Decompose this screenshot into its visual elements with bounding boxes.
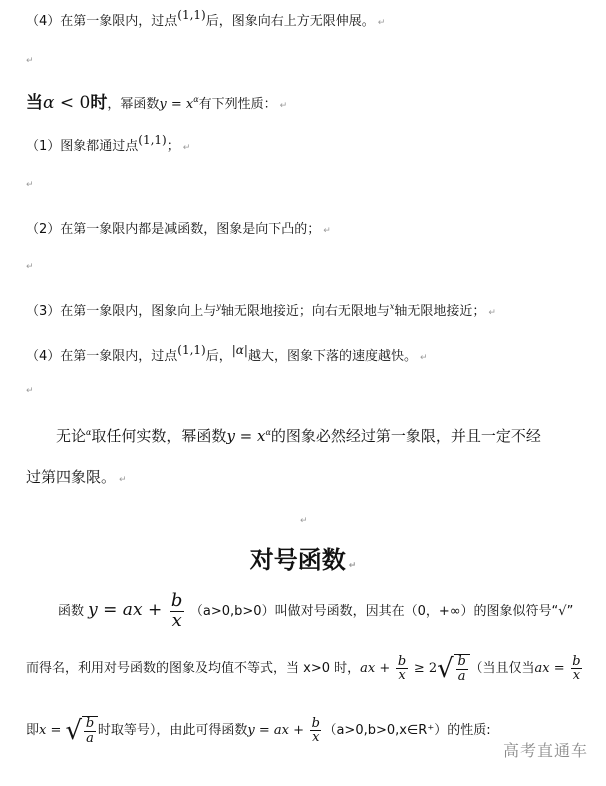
fraction-b-over-x: $\frac{b}{x}$: [170, 590, 183, 631]
paragraph-mark: ↵: [26, 180, 34, 190]
paragraph-mark: ↵: [26, 386, 34, 396]
sqrt-b-over-a: √ $\frac{b}{a}$: [437, 654, 469, 683]
definition-line: 函数 y = ax + $\frac{b}{x}$ （a>0,b>0）叫做对号函数，因其在（0，+∞）的图象似符号“√”: [58, 590, 574, 631]
neg-property-1: （1）图象都通过点$^{(1,1)}$； ↵: [26, 133, 191, 154]
negative-alpha-heading: 当α < 0时，幂函数$y = x^\alpha$有下列性质： ↵: [26, 93, 288, 113]
neg-property-4: （4）在第一象限内，过点$^{(1,1)}$后，$^{|\alpha|}$越大，图象下落的速度越快。 ↵: [26, 343, 428, 364]
paragraph-mark: ↵: [300, 516, 308, 526]
watermark: 高考直通车: [502, 741, 588, 760]
summary-line-2: 过第四象限。 ↵: [26, 468, 127, 486]
paragraph-mark: ↵: [26, 262, 34, 272]
neg-property-2: （2）在第一象限内都是减函数，图象是向下凸的； ↵: [26, 222, 331, 237]
inequality-line: 而得名，利用对号函数的图象及均值不等式，当 x>0 时，ax + $\frac{b}{x}$ ≥ 2 √ $\frac{b}{a}$ （当且仅当ax = $\frac{b}{x}$: [26, 653, 581, 684]
section-title: 对号函数 ↵: [249, 546, 357, 574]
property-4-positive: （4）在第一象限内，过点$^{(1,1)}$后，图象向右上方无限伸展。 ↵: [26, 8, 386, 29]
neg-property-3: （3）在第一象限内，图象向上与$^y$轴无限地接近；向右无限地与$^x$轴无限地接近； ↵: [26, 302, 496, 319]
paragraph-mark: ↵: [26, 56, 34, 66]
equality-condition-line: 即x = √ $\frac{b}{a}$ 时取等号），由此可得函数y = ax + $\frac{b}{x}$ （a>0,b>0,x∈R⁺）的性质:: [26, 715, 491, 746]
summary-line-1: 无论$^\alpha$取任何实数，幂函数$y = x^\alpha$的图象必然经过第一象限，并且一定不经: [56, 427, 541, 445]
